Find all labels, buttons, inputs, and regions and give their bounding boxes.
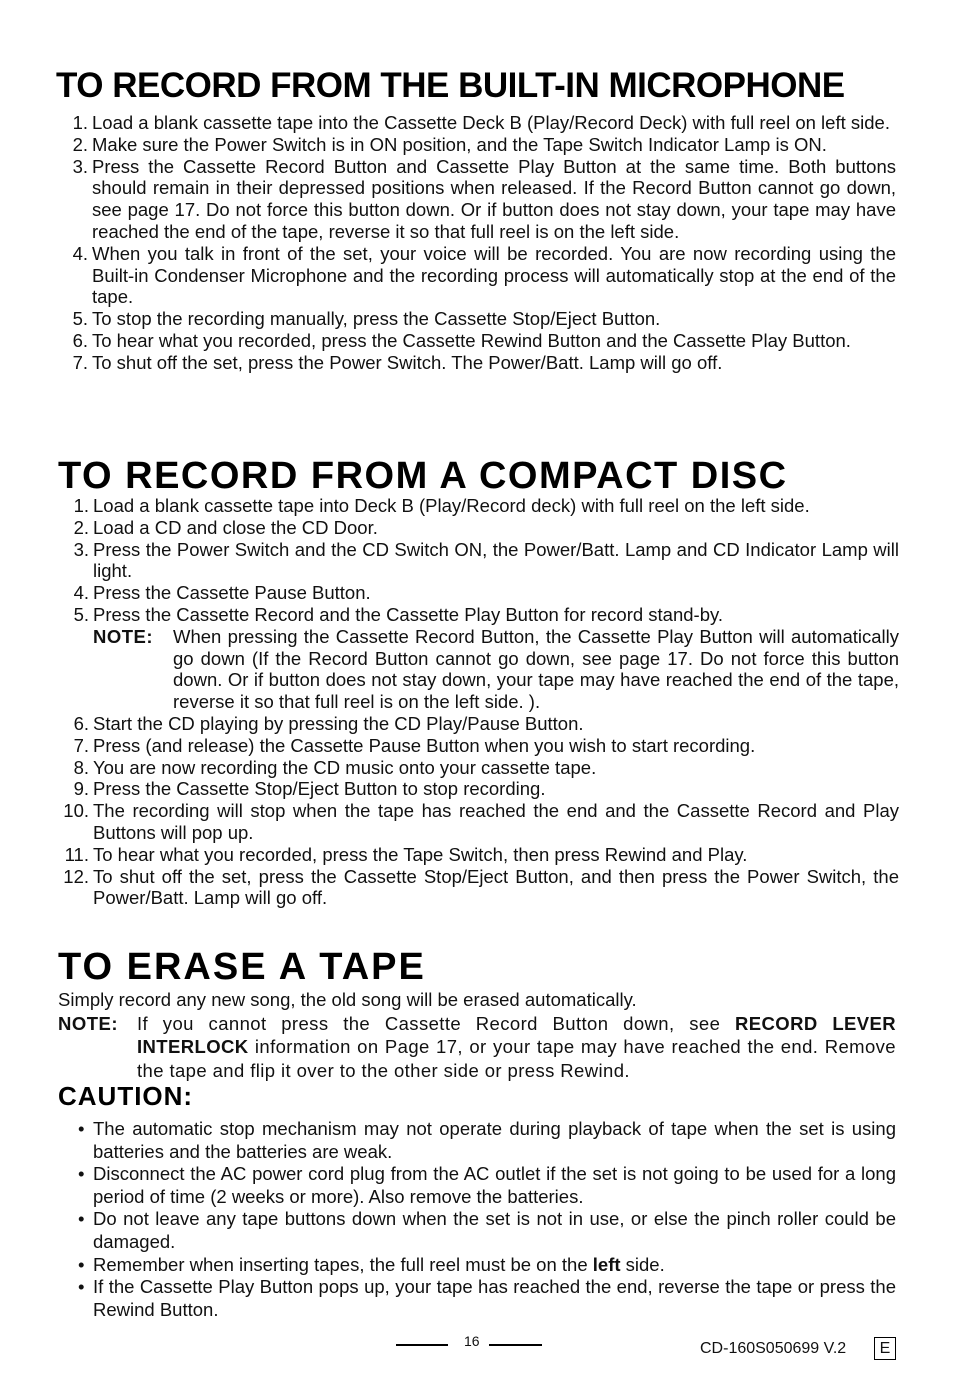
step-number: 9. bbox=[73, 778, 89, 800]
list-item bbox=[58, 539, 899, 583]
step-text: Load a blank cassette tape into Deck B (Play/Record deck) with full reel on the left side. bbox=[93, 495, 810, 516]
list-item bbox=[58, 735, 899, 757]
list-item bbox=[58, 604, 899, 713]
list-item bbox=[78, 1208, 896, 1253]
step-number: 1. bbox=[73, 495, 89, 516]
footer-rule-left bbox=[396, 1344, 448, 1346]
step-text: To stop the recording manually, press the Cassette Stop/Eject Button. bbox=[92, 308, 661, 330]
step-text: Press the Cassette Record and the Cassette Play Button for record stand-by. bbox=[93, 603, 724, 625]
footer-rule-right bbox=[489, 1344, 542, 1346]
list-item bbox=[58, 352, 896, 374]
step-number: 3. bbox=[72, 155, 88, 177]
list-item bbox=[78, 1163, 896, 1208]
step-number: 7. bbox=[73, 734, 89, 756]
language-badge: E bbox=[874, 1337, 896, 1360]
list-item bbox=[58, 713, 899, 735]
bullet-bold-word: left bbox=[592, 1253, 621, 1275]
note-block bbox=[93, 626, 899, 713]
bullet-text-before: Remember when inserting tapes, the full reel must be on the bbox=[93, 1253, 593, 1275]
list-item bbox=[58, 800, 899, 844]
list-item bbox=[58, 517, 899, 539]
bullet-icon: • bbox=[78, 1253, 85, 1275]
bullet-text: If the Cassette Play Button pops up, your tape has reached the end, reverse the tape or press the Rewind Button. bbox=[93, 1276, 896, 1320]
step-number: 4. bbox=[72, 242, 88, 264]
erase-intro: Simply record any new song, the old song will be erased automatically. bbox=[58, 989, 637, 1010]
bullet-icon: • bbox=[78, 1276, 85, 1298]
list-item bbox=[58, 582, 899, 604]
step-number: 2. bbox=[73, 516, 89, 538]
list-item bbox=[58, 866, 899, 910]
step-number: 7. bbox=[72, 351, 88, 373]
step-text: To shut off the set, press the Power Switch. The Power/Batt. Lamp will go off. bbox=[92, 351, 723, 373]
list-item bbox=[78, 1254, 896, 1277]
bullet-text-after: side. bbox=[620, 1253, 665, 1275]
step-text: Press the Power Switch and the CD Switch ON, the Power/Batt. Lamp and CD Indicator Lamp will light. bbox=[93, 538, 899, 582]
page-number: 16 bbox=[464, 1333, 480, 1349]
step-number: 2. bbox=[72, 133, 88, 155]
section-title-microphone: TO RECORD FROM THE BUILT-IN MICROPHONE bbox=[56, 66, 845, 105]
note-label: NOTE: bbox=[93, 625, 154, 647]
step-number: 6. bbox=[73, 712, 89, 734]
step-number: 1. bbox=[72, 112, 88, 133]
list-item bbox=[58, 112, 896, 134]
step-text: To hear what you recorded, press the Tape Switch, then press Rewind and Play. bbox=[93, 843, 748, 865]
step-number: 6. bbox=[72, 329, 88, 351]
list-item bbox=[58, 757, 899, 779]
step-text: You are now recording the CD music onto your cassette tape. bbox=[93, 756, 597, 778]
step-text: Press the Cassette Record Button and Cassette Play Button at the same time. Both buttons should remain in their depressed positions when released. If the Record Button cannot go down, see page 17. Do not force this button down. Or if button does not stay down, your tape may have reached the end of the tape, reverse it so that full reel is on the left side. bbox=[92, 155, 896, 242]
step-text: Make sure the Power Switch is in ON position, and the Tape Switch Indicator Lamp is ON. bbox=[92, 133, 827, 155]
note-label: NOTE: bbox=[58, 1012, 119, 1034]
note-bold-reference: RECORD LEVER INTERLOCK bbox=[137, 1012, 896, 1058]
section-title-erase: TO ERASE A TAPE bbox=[58, 946, 426, 988]
step-number: 10. bbox=[63, 800, 89, 822]
step-text: When you talk in front of the set, your voice will be recorded. You are now recording using the Built-in Condenser Microphone and the recording process will automatically stop at the end of the tape. bbox=[92, 242, 896, 308]
bullet-text: Disconnect the AC power cord plug from the AC outlet if the set is not going to be used for a long period of time (2 weeks or more). Also remove the batteries. bbox=[93, 1163, 896, 1207]
list-item bbox=[58, 243, 896, 308]
step-text: The recording will stop when the tape has reached the end and the Cassette Record and Play Buttons will pop up. bbox=[93, 800, 899, 843]
list-item bbox=[58, 308, 896, 330]
erase-section-body bbox=[58, 988, 896, 1082]
step-number: 5. bbox=[73, 603, 89, 625]
step-text: Press the Cassette Stop/Eject Button to stop recording. bbox=[93, 778, 546, 800]
section-title-caution: CAUTION: bbox=[58, 1081, 194, 1111]
step-text: Start the CD playing by pressing the CD Play/Pause Button. bbox=[93, 712, 584, 734]
bullet-text: The automatic stop mechanism may not operate during playback of tape when the set is using batteries and the batteries are weak. bbox=[93, 1118, 896, 1162]
bullet-icon: • bbox=[78, 1208, 85, 1230]
document-code: CD-160S050699 V.2 bbox=[700, 1340, 847, 1357]
note-text: When pressing the Cassette Record Button, the Cassette Play Button will automatically go down (If the Record Button cannot go down, see page 17. Do not force this button down. Or if button does not stay down, your tape may have reached the end of the tape, reverse it so that full reel is on the left side. ). bbox=[173, 625, 899, 713]
caution-list bbox=[78, 1118, 896, 1321]
step-text: To hear what you recorded, press the Cassette Rewind Button and the Cassette Play Button. bbox=[92, 329, 851, 351]
step-number: 11. bbox=[64, 843, 89, 865]
step-text: Press (and release) the Cassette Pause Button when you wish to start recording. bbox=[93, 734, 756, 756]
list-item bbox=[58, 495, 899, 517]
step-number: 8. bbox=[73, 756, 89, 778]
list-item bbox=[58, 844, 899, 866]
list-item bbox=[58, 330, 896, 352]
list-item bbox=[58, 156, 896, 243]
step-text: Load a CD and close the CD Door. bbox=[93, 516, 378, 538]
erase-note bbox=[58, 1012, 896, 1083]
bullet-text: Do not leave any tape buttons down when the set is not in use, or else the pinch roller could be damaged. bbox=[93, 1208, 896, 1252]
bullet-icon: • bbox=[78, 1118, 85, 1139]
step-number: 4. bbox=[73, 582, 89, 604]
bullet-icon: • bbox=[78, 1163, 85, 1185]
step-text: Load a blank cassette tape into the Cassette Deck B (Play/Record Deck) with full reel on left side. bbox=[92, 112, 890, 133]
step-text: To shut off the set, press the Cassette Stop/Eject Button, and then press the Power Switch, the Power/Batt. Lamp will go off. bbox=[93, 865, 899, 909]
list-item bbox=[78, 1276, 896, 1321]
note-text-before: If you cannot press the Cassette Record Button down, see bbox=[137, 1012, 736, 1034]
section-title-compact-disc: TO RECORD FROM A COMPACT DISC bbox=[58, 455, 788, 497]
list-item bbox=[58, 134, 896, 156]
step-number: 5. bbox=[72, 308, 88, 330]
list-item bbox=[78, 1118, 896, 1163]
step-number: 12. bbox=[63, 865, 89, 887]
microphone-steps-list bbox=[58, 112, 896, 374]
step-number: 3. bbox=[73, 538, 89, 560]
list-item bbox=[58, 778, 899, 800]
compact-disc-steps-list bbox=[58, 495, 899, 909]
step-text: Press the Cassette Pause Button. bbox=[93, 582, 371, 604]
note-text-after: information on Page 17, or your tape may have reached the end. Remove the tape and flip it over to the other side or press Rewind. bbox=[137, 1036, 896, 1081]
